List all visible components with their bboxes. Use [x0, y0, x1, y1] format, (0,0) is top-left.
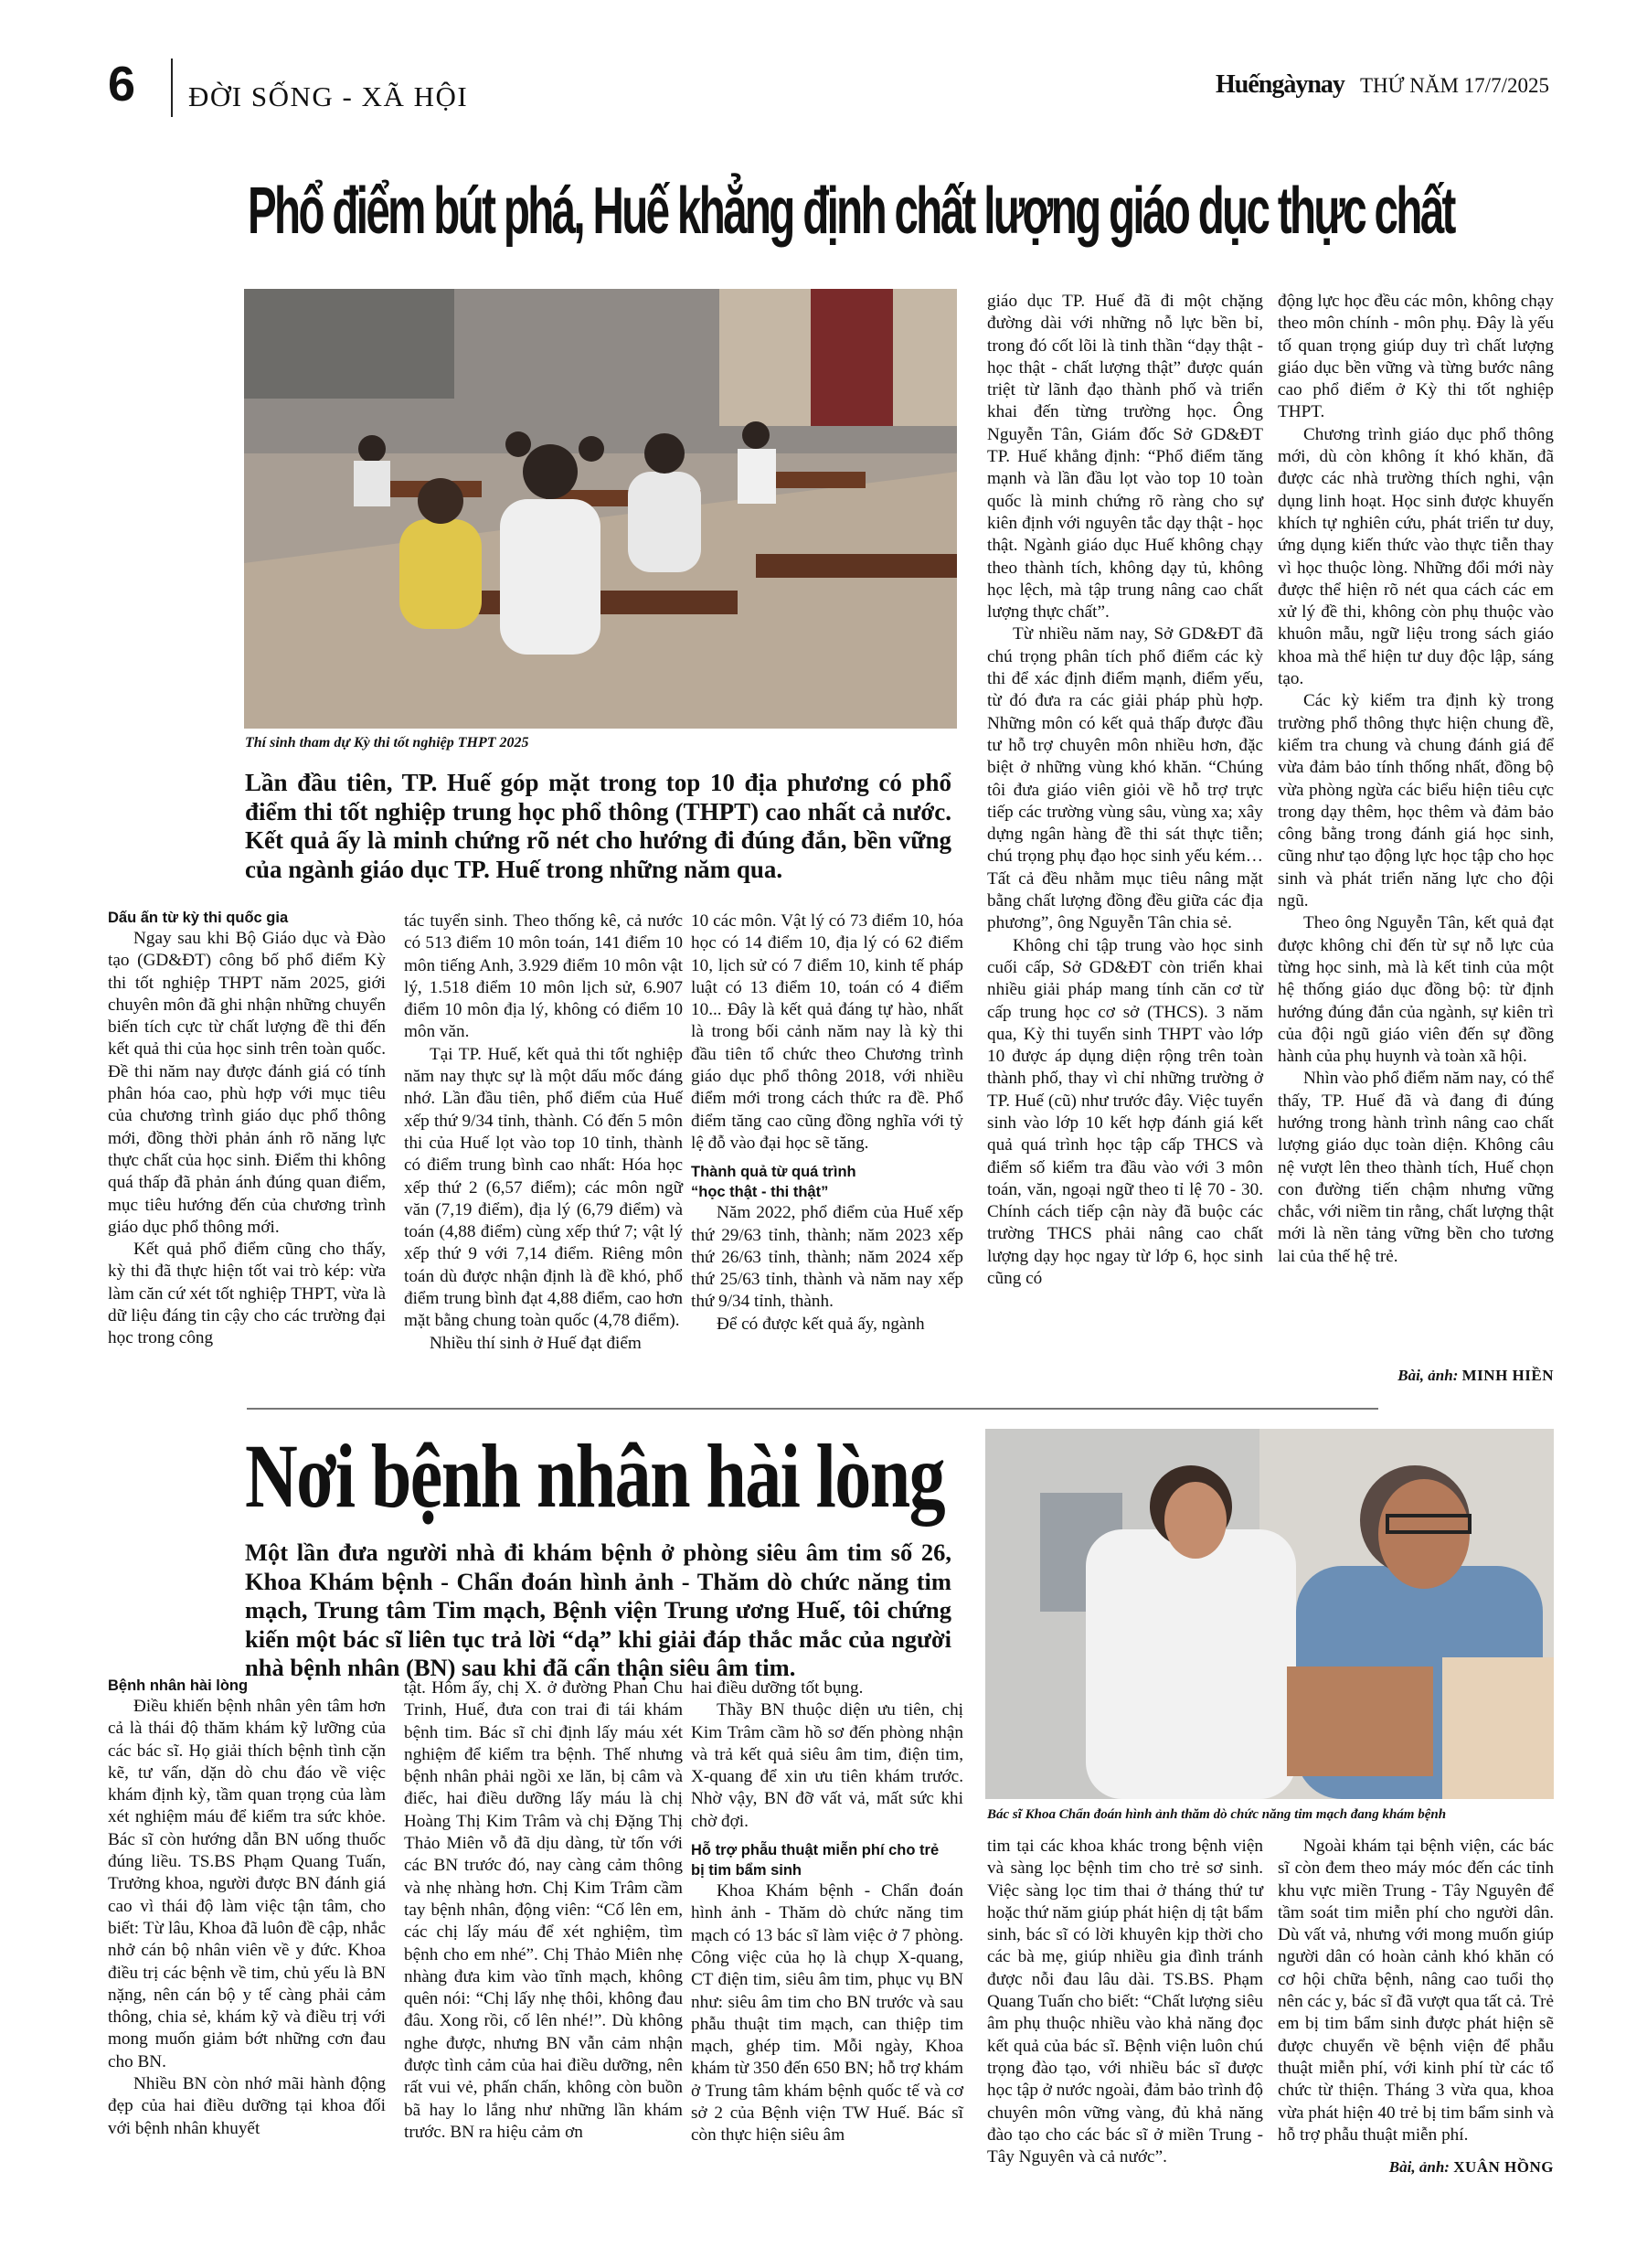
article1-photo [244, 289, 957, 729]
article2-paragraph: Khoa Khám bệnh - Chẩn đoán hình ảnh - Thăm dò chức năng tim mạch có 13 bác sĩ làm việc ở 7 phòng. Công việc của họ là chụp X-quang, CT điện tim, siêu âm tim, phục vụ BN như: siêu âm tim cho BN trước và sau phẫu thuật tim mạch, can thiệp tim mạch, ghép tim. Mỗi ngày, Khoa khám từ 350 đến 650 BN; hỗ trợ khám ở Trung tâm khám bệnh quốc tế và cơ sở 2 của Bệnh viện TW Huế. Bác sĩ còn thực hiện siêu âm [691, 1881, 963, 2146]
article1-subheading-2b: “học thật - thi thật” [691, 1184, 829, 1201]
doctor-exam-illustration [985, 1429, 1554, 1799]
article1-paragraph: Nhiều thí sinh ở Huế đạt điểm [430, 1333, 642, 1353]
article1-column-2 [404, 910, 683, 1355]
article2-paragraph: tim tại các khoa khác trong bệnh viện và sàng lọc bệnh tim cho trẻ sơ sinh. Việc sàng lọc tim thai ở tháng thứ tư hoặc thứ năm giúp phát hiện dị tật bẩm sinh, bác sĩ có lời khuyên kịp thời cho các bà mẹ, giúp nhiều gia đình tránh được nỗi đau lâu dài. TS.BS. Phạm Quang Tuấn cho biết: “Chất lượng siêu âm phụ thuộc nhiều vào khả năng đọc kết quả của bác sĩ. Bệnh viện luôn chú trọng đào tạo, với nhiều bác sĩ được học tập ở nước ngoài, đảm bảo trình độ chuyên môn vững vàng, đủ khả năng đào tạo cho các bác sĩ ở miền Trung - Tây Nguyên và cả nước”. [987, 1837, 1263, 2167]
article2-subheading-1: Bệnh nhân hài lòng [108, 1677, 249, 1694]
article2-photo [985, 1429, 1554, 1799]
article1-paragraph: Để có được kết quả ấy, ngành [717, 1314, 925, 1334]
header-divider [171, 59, 173, 117]
article1-paragraph: Ngay sau khi Bộ Giáo dục và Đào tạo (GD&ĐT) công bố phổ điểm Kỳ thi tốt nghiệp THPT năm 2025, giới chuyên môn đã ghi nhận những chuyển biến tích cực từ chất lượng đề thi đến kết quả thi của học sinh trên toàn quốc. Đề thi năm nay được đánh giá có tính phân hóa cao, phù hợp với mục tiêu của chương trình giáo dục phổ thông mới, đồng thời phản ánh rõ năng lực thực chất của học sinh. Điểm thi không quá thấp đã phản ánh đúng quan điểm, mục tiêu hướng đến của chương trình giáo dục phổ thông mới. [108, 929, 386, 1237]
article2-subheading-2b: bị tim bẩm sinh [691, 1862, 802, 1879]
article2-paragraph: Nhiều BN còn nhớ mãi hành động đẹp của hai điều dưỡng tại khoa đối với bệnh nhân khuyết [108, 2074, 386, 2138]
newspaper-logo: Huếngàynay [1216, 70, 1344, 99]
article1-paragraph: Kết quả phổ điểm cũng cho thấy, kỳ thi đã thực hiện tốt vai trò kép: vừa làm căn cứ xét tốt nghiệp THPT, vừa là dữ liệu đáng tin cậy cho các trường đại học trong công [108, 1240, 386, 1348]
article1-column-3 [691, 910, 963, 1336]
article2-column-3 [691, 1677, 963, 2147]
article2-column-5 [1278, 1836, 1554, 2146]
credit-name: XUÂN HỒNG [1453, 2158, 1554, 2176]
article1-column-1 [108, 908, 386, 1350]
article1-paragraph: Tại TP. Huế, kết quả thi tốt nghiệp năm nay thực sự là một dấu mốc đáng nhớ. Lần đầu tiên, phổ điểm của Huế xếp thứ 9/34 tỉnh, thành. Có đến 5 môn thi của Huế lọt vào top 10 tỉnh, thành có điểm trung bình cao nhất: Hóa học xếp thứ 2 (6,57 điểm); các môn ngữ văn (7,19 điểm), địa lý (6,79 điểm) và toán (4,88 điểm) cùng xếp thứ 7; vật lý xếp thứ 9 với 7,14 điểm. Riêng môn toán dù được nhận định là đề khó, phổ điểm trung bình đạt 4,88 điểm, cao hơn mặt bằng chung toàn quốc (4,78 điểm). [404, 1044, 683, 1331]
article1-paragraph: tác tuyển sinh. Theo thống kê, cả nước có 513 điểm 10 môn toán, 141 điểm 10 môn tiếng Anh, 3.929 điểm 10 môn vật lý, 1.518 điểm 10 môn lịch sử, 6.907 điểm 10 môn địa lý, không có điểm 10 môn văn. [404, 911, 683, 1042]
article2-paragraph: tật. Hôm ấy, chị X. ở đường Phan Chu Trinh, Huế, đưa con trai đi tái khám bệnh tim. Bác sĩ chỉ định lấy máu xét nghiệm để kiểm tra bệnh. Thế nhưng bệnh nhân phải ngồi xe lăn, bị câm và điếc, hai điều dưỡng lấy máu là chị Hoàng Thị Kim Trâm và chị Đặng Thị Thảo Miên vỗ đã dịu dàng, từ tốn với các BN trước đó, nay càng cảm thông và nhẹ nhàng hơn. Chị Kim Trâm cầm tay bệnh nhân, động viên: “Cố lên em, các chị lấy máu để xét nghiệm, tìm bệnh cho em nhé”. Chị Thảo Miên nhẹ nhàng đưa kim vào tĩnh mạch, không quên nói: “Chị lấy nhẹ thôi, không đau đâu. Xong rồi, cố lên nhé!”. Dù không nghe được, nhưng BN vẫn cảm nhận được tình cảm của hai điều dưỡng, nên rất vui vẻ, phấn chấn, không còn buồn bã hay lo lắng như những lần khám trước. BN ra hiệu cảm ơn [404, 1678, 683, 2142]
article2-paragraph: Điều khiến bệnh nhân yên tâm hơn cả là thái độ thăm khám kỹ lưỡng của các bác sĩ. Họ giải thích bệnh tình cặn kẽ, tư vấn, dặn dò chu đáo về việc khám định kỳ, tầm quan trọng của làm xét nghiệm máu để kiểm tra sức khỏe. Bác sĩ còn hướng dẫn BN uống thuốc đúng liều. TS.BS Phạm Quang Tuấn, Trưởng khoa, người được BN đánh giá cao vì thái độ làm việc tận tâm, cho biết: Từ lâu, Khoa đã luôn đề cập, nhắc nhở cán bộ nhân viên về y đức. Khoa điều trị các bệnh về tim, chủ yếu là BN nặng, nên cán bộ y tế càng phải cảm thông, chia sẻ, khám kỹ và điều trị với mong muốn giảm bớt những cơn đau cho BN. [108, 1697, 386, 2071]
page-header [0, 0, 1647, 128]
article2-paragraph: Ngoài khám tại bệnh viện, các bác sĩ còn đem theo máy móc đến các tỉnh khu vực miền Trung - Tây Nguyên để tầm soát tim miễn phí cho người dân. Dù vất vả, nhưng với mong muốn giúp người dân có hoàn cảnh khó khăn có cơ hội chữa bệnh, nâng cao tuổi thọ nên các y, bác sĩ đã vượt qua tất cả. Trẻ em bị tim bẩm sinh được phát hiện sẽ được chuyển về bệnh viện để phẫu thuật miễn phí, với kinh phí từ các tổ chức từ thiện. Tháng 3 vừa qua, khoa vừa phát hiện 40 trẻ bị tim bẩm sinh và hỗ trợ phẫu thuật miễn phí. [1278, 1837, 1554, 2145]
exam-room-illustration [244, 289, 957, 729]
article1-paragraph: Chương trình giáo dục phổ thông mới, dù còn không ít khó khăn, đã được các nhà trường thích nghi, vận dụng linh hoạt. Học sinh được khuyến khích tự nghiên cứu, phát triển tư duy, ứng dụng kiến thức vào thực tiễn thay vì học thuộc lòng. Những đổi mới này được thể hiện rõ nét qua cách các em xử lý đề thi, không còn phụ thuộc vào khuôn mẫu, ngữ liệu trong sách giáo khoa mà thể hiện tư duy độc lập, sáng tạo. [1278, 424, 1554, 689]
article2-paragraph: Thầy BN thuộc diện ưu tiên, chị Kim Trâm cầm hồ sơ đến phòng nhận và trả kết quả siêu âm tim, điện tim, X-quang để xin ưu tiên khám trước. Nhờ vậy, BN đỡ vất vả, mất sức khi chờ đợi. [691, 1700, 963, 1831]
page-number: 6 [108, 57, 136, 112]
article1-paragraph: Không chỉ tập trung vào học sinh cuối cấp, Sở GD&ĐT còn triển khai nhiều giải pháp mang tính căn cơ từ cấp trung học cơ sở (THCS). 3 năm qua, Kỳ thi tuyển sinh THPT vào lớp 10 được áp dụng diện rộng trên toàn thành phố, thay vì chỉ những trường ở TP. Huế (cũ) như trước đây. Việc tuyển sinh vào lớp 10 kết hợp đánh giá kết quả quá trình học tập cấp THCS và điểm số kiểm tra đầu vào với 3 môn toán, văn, ngoại ngữ theo tỉ lệ 70 - 30. Chính cách tiếp cận này đã buộc các trường THCS phải nâng cao chất lượng dạy học ngay từ lớp 6, học sinh cũng có [987, 935, 1263, 1289]
article1-paragraph: động lực học đều các môn, không chạy theo môn chính - môn phụ. Đây là yếu tố quan trọng giúp duy trì chất lượng giáo dục bền vững và từng bước nâng cao phổ điểm ở Kỳ thi tốt nghiệp THPT. [1278, 292, 1554, 422]
article1-photo-caption: Thí sinh tham dự Kỳ thi tốt nghiệp THPT 2025 [245, 735, 529, 751]
article2-column-4 [987, 1836, 1263, 2168]
article2-headline: Nơi bệnh nhân hài lòng [245, 1425, 944, 1527]
credit-label: Bài, ảnh: [1388, 2158, 1450, 2176]
article2-paragraph: hai điều dưỡng tốt bụng. [691, 1678, 864, 1698]
article1-subheading-2: Thành quả từ quá trình [691, 1164, 856, 1181]
article1-paragraph: Nhìn vào phổ điểm năm nay, có thể thấy, TP. Huế đã và đang đi đúng hướng trong hành trình nâng cao chất lượng giáo dục toàn diện. Không câu nệ vượt lên theo thành tích, Huế chọn con đường tiến chậm nhưng vững chắc, với niềm tin rằng, chất lượng thật mới là nền tảng vững bền cho tương lai của thế hệ trẻ. [1278, 1069, 1554, 1266]
article1-paragraph: Từ nhiều năm nay, Sở GD&ĐT đã chú trọng phân tích phổ điểm các kỳ thi để xác định điểm mạnh, điểm yếu, từ đó đưa ra các giải pháp phù hợp. Những môn có kết quả thấp được đầu tư hỗ trợ chuyên môn nhiều hơn, đặc biệt ở những vùng khó khăn. “Chúng tôi đưa giáo viên giỏi về hỗ trợ trực tiếp các trường vùng sâu, vùng xa; xây dựng ngân hàng đề thi sát thực tiễn; chú trọng phụ đạo học sinh yếu kém… Tất cả đều nhằm mục tiêu nâng mặt bằng chất lượng đồng đều giữa các địa phương”, ông Nguyễn Tân chia sẻ. [987, 624, 1263, 933]
credit-label: Bài, ảnh: [1397, 1367, 1459, 1384]
article1-column-4 [987, 291, 1263, 1290]
article2-subheading-2: Hỗ trợ phẫu thuật miễn phí cho trẻ [691, 1842, 940, 1859]
article2-credit [1278, 2158, 1554, 2177]
article1-paragraph: Theo ông Nguyễn Tân, kết quả đạt được không chỉ đến từ sự nỗ lực của từng học sinh, mà là kết tinh của một hệ thống giáo dục đồng bộ: từ định hướng đúng đắn của ngành, sự kiên trì của đội ngũ giáo viên đến sự đồng hành của phụ huynh và toàn xã hội. [1278, 913, 1554, 1067]
article1-paragraph: Năm 2022, phổ điểm của Huế xếp thứ 29/63 tỉnh, thành; năm 2023 xếp thứ 26/63 tỉnh, thành; năm 2024 xếp thứ 25/63 tỉnh, thành và năm nay xếp thứ 9/34 tỉnh, thành. [691, 1203, 963, 1312]
issue-date: THỨ NĂM 17/7/2025 [1360, 74, 1549, 97]
article2-column-2 [404, 1677, 683, 2144]
article-separator [247, 1408, 1378, 1410]
article1-paragraph: 10 các môn. Vật lý có 73 điểm 10, hóa học có 14 điểm 10, địa lý có 62 điểm 10, lịch sử có 7 điểm 10, kinh tế pháp luật có 13 điểm 10, toán có 4 điểm 10... Đây là kết quả đáng tự hào, nhất là trong bối cảnh năm nay là kỳ thi đầu tiên tổ chức theo Chương trình giáo dục phổ thông 2018, với nhiều điểm mới trong cách thức ra đề. Phổ điểm tăng cao cũng đồng nghĩa với tỷ lệ đỗ vào đại học sẽ tăng. [691, 911, 963, 1153]
article2-lead: Một lần đưa người nhà đi khám bệnh ở phòng siêu âm tim số 26, Khoa Khám bệnh - Chẩn đoán hình ảnh - Thăm dò chức năng tim mạch, Trung tâm Tim mạch, Bệnh viện Trung ương Huế, tôi chứng kiến một bác sĩ liên tục trả lời “dạ” khi giải đáp thắc mắc của người nhà bệnh nhân (BN) sau khi đã cẩn thận siêu âm tim. [245, 1539, 951, 1681]
article1-paragraph: Các kỳ kiểm tra định kỳ trong trường phổ thông thực hiện chung đề, kiểm tra chung và chung đánh giá để vừa đảm bảo tính thống nhất, đồng bộ vừa phòng ngừa các biểu hiện tiêu cực trong dạy thêm, học thêm và đảm bảo công bằng trong đánh giá học sinh, cũng như tạo động lực học tập cho học sinh và phát triển năng lực cho đội ngũ. [1278, 691, 1554, 911]
article1-column-5 [1278, 291, 1554, 1268]
section-title: ĐỜI SỐNG - XÃ HỘI [188, 80, 469, 112]
article1-subheading-1: Dấu ấn từ kỳ thi quốc gia [108, 910, 289, 926]
article1-paragraph: giáo dục TP. Huế đã đi một chặng đường dài với những nỗ lực bền bỉ, trong đó cốt lõi là tinh thần “dạy thật - học thật - chất lượng thật” được quán triệt từ lãnh đạo thành phố và triển khai đến từng trường học. Ông Nguyễn Tân, Giám đốc Sở GD&ĐT TP. Huế khẳng định: “Phổ điểm tăng mạnh và lần đầu lọt vào top 10 toàn quốc là minh chứng rõ ràng cho sự kiên định với nguyên tắc dạy thật - học thật. Ngành giáo dục Huế không chạy theo thành tích, không dạy tủ, không học lệch, mà tập trung nâng cao chất lượng thực chất”. [987, 292, 1263, 623]
article1-headline: Phổ điểm bút phá, Huế khẳng định chất lượng giáo dục thực chất [248, 175, 1454, 248]
article2-column-1 [108, 1676, 386, 2140]
article1-lead: Lần đầu tiên, TP. Huế góp mặt trong top 10 địa phương có phổ điểm thi tốt nghiệp trung học phổ thông (THPT) cao nhất cả nước. Kết quả ấy là minh chứng rõ nét cho hướng đi đúng đắn, bền vững của ngành giáo dục TP. Huế trong những năm qua. [245, 769, 951, 883]
article2-photo-caption: Bác sĩ Khoa Chẩn đoán hình ảnh thăm dò chức năng tim mạch đang khám bệnh [987, 1807, 1447, 1822]
credit-name: MINH HIỀN [1461, 1367, 1554, 1384]
article1-credit [1278, 1367, 1554, 1385]
